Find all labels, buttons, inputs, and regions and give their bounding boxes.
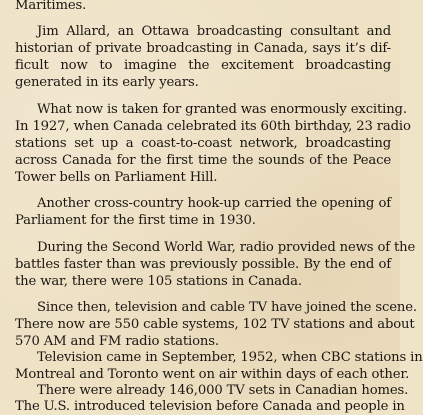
- article-line: Parliament for the first time in 1930.: [15, 213, 256, 228]
- article-line: There now are 550 cable systems, 102 TV stations and about: [15, 317, 415, 332]
- article-line: During the Second World War, radio provided news of the: [37, 240, 416, 255]
- article-line: What now is taken for granted was enormously exciting.: [37, 102, 407, 117]
- article-line: the war, there were 105 stations in Canada.: [15, 274, 302, 289]
- article-line: There were already 146,000 TV sets in Canadian homes.: [37, 383, 409, 398]
- article-line: historian of private broadcasting in Canada, says it’s dif-: [15, 41, 391, 56]
- article-line: Tower bells on Parliament Hill.: [15, 170, 218, 185]
- article-line: In 1927, when Canada celebrated its 60th birthday, 23 radio: [15, 119, 411, 134]
- article-line: Television came in September, 1952, when CBC stations in: [37, 350, 423, 365]
- article-line: ficult now to imagine the excitement broadcasting: [15, 58, 391, 73]
- article-line: The U.S. introduced television before Canada and people in: [15, 399, 405, 414]
- article-line: Maritimes.: [15, 0, 87, 13]
- article-line: Another cross-country hook-up carried the opening of: [37, 196, 391, 211]
- article-line: stations set up a coast-to-coast network, broadcasting: [15, 136, 391, 151]
- article-line: Montreal and Toronto went on air within days of each other.: [15, 367, 410, 382]
- article-line: Since then, television and cable TV have joined the scene.: [37, 300, 417, 315]
- article-line: across Canada for the first time the sounds of the Peace: [15, 153, 391, 168]
- article-line: 570 AM and FM radio stations.: [15, 334, 219, 349]
- article-line: battles faster than was previously possible. By the end of: [15, 257, 391, 272]
- article-line: Jim Allard, an Ottawa broadcasting consultant and: [37, 24, 391, 39]
- article-line: generated in its early years.: [15, 75, 199, 90]
